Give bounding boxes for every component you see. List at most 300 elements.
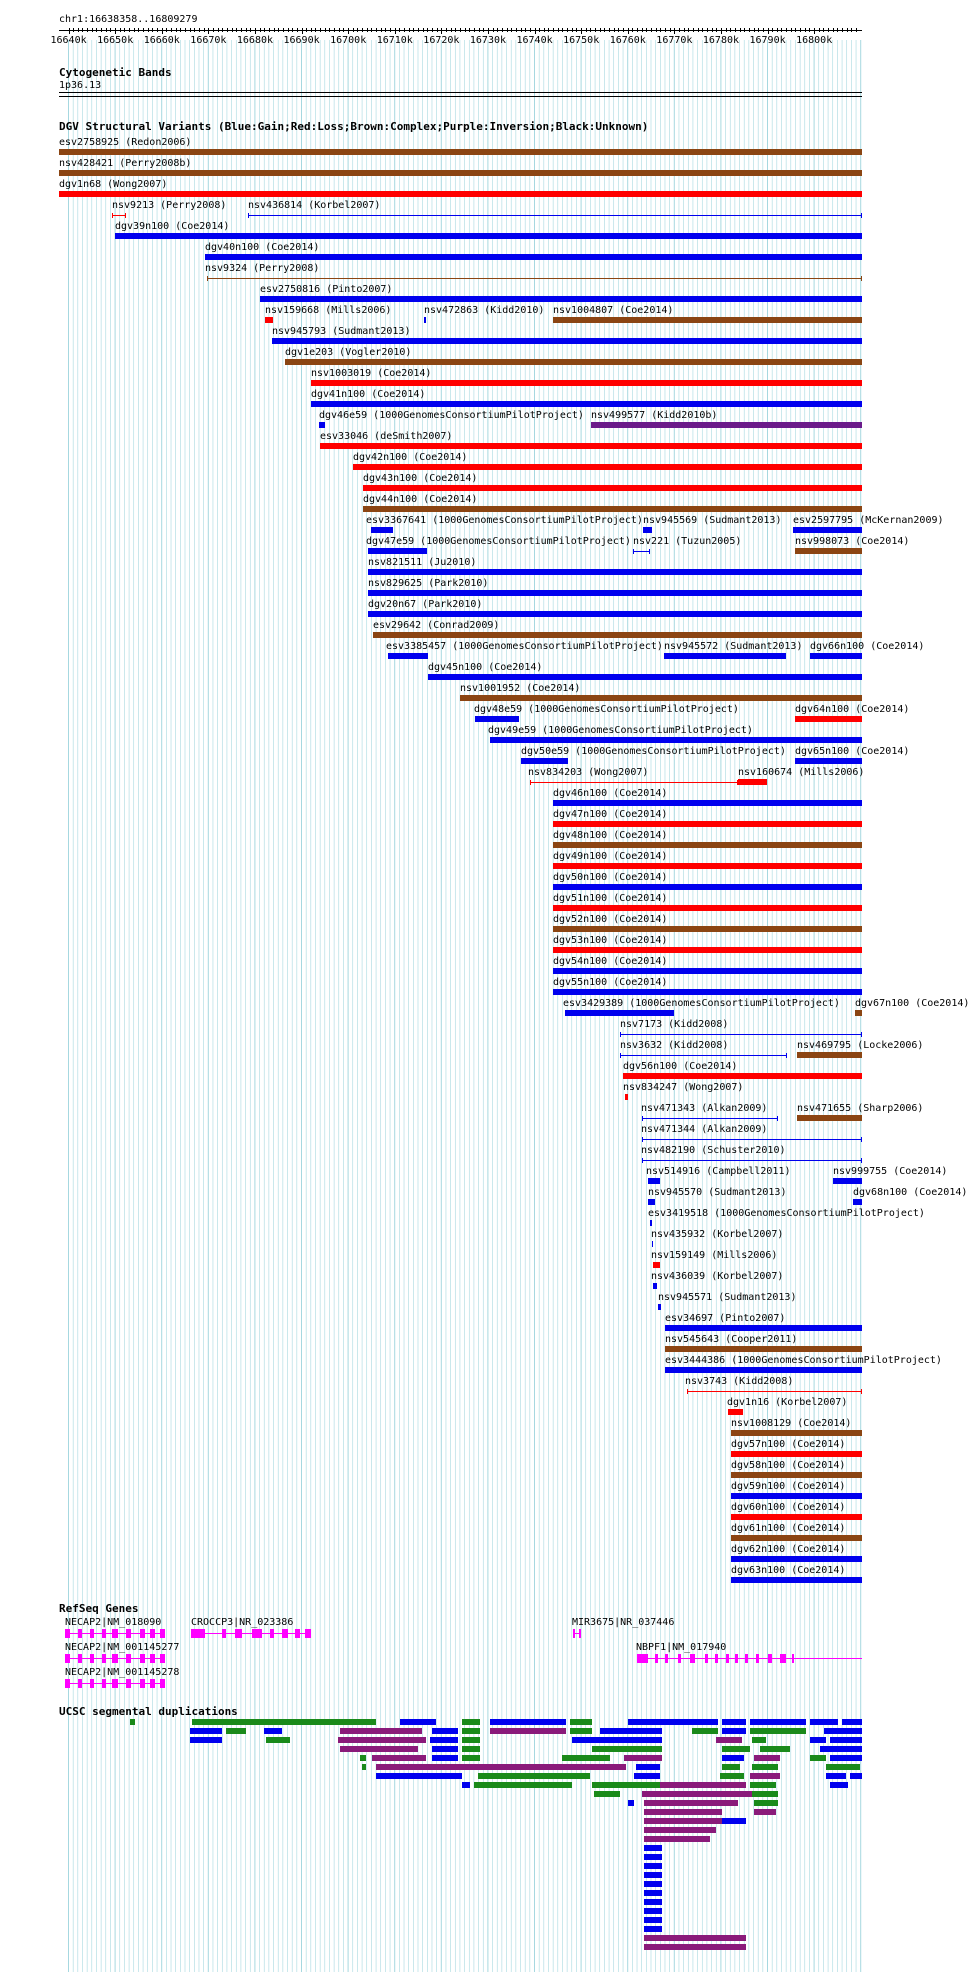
ruler-tick <box>162 28 163 34</box>
dgv-feature-bar[interactable] <box>553 842 862 848</box>
dgv-feature-label[interactable]: nsv834203 (Wong2007) <box>528 767 649 778</box>
dgv-feature-bar[interactable] <box>285 359 862 365</box>
segdup-block[interactable] <box>462 1782 470 1788</box>
dgv-feature-label[interactable]: nsv945569 (Sudmant2013) <box>643 515 782 526</box>
dgv-feature-label[interactable]: esv2597795 (McKernan2009) <box>793 515 944 526</box>
segdup-block[interactable] <box>660 1782 746 1788</box>
dgv-feature-label[interactable]: dgv52n100 (Coe2014) <box>553 914 668 925</box>
dgv-feature-label[interactable]: dgv39n100 (Coe2014) <box>115 221 230 232</box>
ruler-tick <box>110 28 111 32</box>
dgv-feature-label[interactable]: esv3429389 (1000GenomesConsortiumPilotProject) <box>563 998 840 1009</box>
dgv-feature-label[interactable]: nsv945572 (Sudmant2013) <box>664 641 803 652</box>
ruler-tick <box>740 28 741 32</box>
gene-exon <box>90 1679 94 1688</box>
dgv-feature-bar[interactable] <box>731 1451 862 1457</box>
segdup-block[interactable] <box>644 1827 716 1833</box>
dgv-feature-bar[interactable] <box>59 191 862 197</box>
ruler-tick <box>712 28 713 32</box>
dgv-feature-label[interactable]: nsv3632 (Kidd2008) <box>620 1040 729 1051</box>
segdup-block[interactable] <box>592 1782 660 1788</box>
dgv-feature-bar[interactable] <box>653 1262 660 1268</box>
dgv-feature-label[interactable]: dgv57n100 (Coe2014) <box>731 1439 846 1450</box>
dgv-feature-label[interactable]: dgv47n100 (Coe2014) <box>553 809 668 820</box>
segdup-block[interactable] <box>490 1728 566 1734</box>
segdup-block[interactable] <box>190 1728 222 1734</box>
ruler-tick-label: 16680k <box>236 35 274 46</box>
dgv-feature-label[interactable]: dgv48e59 (1000GenomesConsortiumPilotProject) <box>474 704 739 715</box>
dgv-feature-bar[interactable] <box>855 1010 862 1016</box>
dgv-feature-label[interactable]: dgv59n100 (Coe2014) <box>731 1481 846 1492</box>
dgv-feature-bar[interactable] <box>521 758 568 764</box>
segdup-block[interactable] <box>570 1728 592 1734</box>
dgv-feature-bar[interactable] <box>731 1472 862 1478</box>
segdup-block[interactable] <box>750 1773 780 1779</box>
segdup-block[interactable] <box>644 1890 662 1896</box>
dgv-feature-bar[interactable] <box>731 1556 862 1562</box>
dgv-feature-bar[interactable] <box>731 1430 862 1436</box>
segdup-block[interactable] <box>362 1764 366 1770</box>
segdup-block[interactable] <box>824 1728 862 1734</box>
dgv-feature-label[interactable]: nsv499577 (Kidd2010b) <box>591 410 718 421</box>
dgv-feature-label[interactable]: dgv49e59 (1000GenomesConsortiumPilotProject) <box>488 725 753 736</box>
dgv-feature-bar[interactable] <box>490 737 862 743</box>
refseq-gene-label[interactable]: NECAP2|NM_001145278 <box>65 1667 180 1678</box>
segdup-block[interactable] <box>636 1764 660 1770</box>
dgv-feature-label[interactable]: nsv160674 (Mills2006) <box>738 767 865 778</box>
dgv-feature-bar[interactable] <box>260 296 862 302</box>
ruler-tick <box>381 28 382 32</box>
dgv-feature-label[interactable]: nsv945793 (Sudmant2013) <box>272 326 411 337</box>
dgv-feature-bar[interactable] <box>371 527 393 533</box>
dgv-feature-label[interactable]: nsv9213 (Perry2008) <box>112 200 227 211</box>
dgv-feature-bar[interactable] <box>853 1199 862 1205</box>
dgv-feature-bar[interactable] <box>320 443 862 449</box>
dgv-feature-line[interactable] <box>633 551 650 552</box>
segdup-block[interactable] <box>474 1782 572 1788</box>
segdup-block[interactable] <box>644 1800 738 1806</box>
dgv-feature-line[interactable] <box>642 1118 778 1119</box>
segdup-block[interactable] <box>432 1746 458 1752</box>
dgv-feature-label[interactable]: nsv436814 (Korbel2007) <box>248 200 381 211</box>
dgv-feature-label[interactable]: nsv159668 (Mills2006) <box>265 305 392 316</box>
dgv-feature-label[interactable]: dgv51n100 (Coe2014) <box>553 893 668 904</box>
dgv-feature-line[interactable] <box>112 215 126 216</box>
dgv-feature-label[interactable]: nsv472863 (Kidd2010) <box>424 305 545 316</box>
dgv-feature-label[interactable]: dgv49n100 (Coe2014) <box>553 851 668 862</box>
dgv-feature-label[interactable]: dgv50n100 (Coe2014) <box>553 872 668 883</box>
segdup-block[interactable] <box>624 1755 662 1761</box>
segdup-block[interactable] <box>570 1719 592 1725</box>
ruler-tick-label: 16710k <box>376 35 413 46</box>
gene-exon <box>90 1654 94 1663</box>
dgv-feature-label[interactable]: nsv514916 (Campbell2011) <box>646 1166 791 1177</box>
dgv-feature-label[interactable]: nsv821511 (Ju2010) <box>368 557 477 568</box>
dgv-feature-bar[interactable] <box>553 863 862 869</box>
dgv-feature-label[interactable]: dgv47e59 (1000GenomesConsortiumPilotProject) <box>366 536 631 547</box>
dgv-feature-label[interactable]: nsv428421 (Perry2008b) <box>59 158 192 169</box>
segdup-block[interactable] <box>462 1737 480 1743</box>
dgv-feature-label[interactable]: nsv435932 (Korbel2007) <box>651 1229 784 1240</box>
segdup-block[interactable] <box>644 1863 662 1869</box>
dgv-feature-bar[interactable] <box>625 1094 628 1100</box>
segdup-block[interactable] <box>462 1755 480 1761</box>
dgv-feature-label[interactable]: esv2758925 (Redon2006) <box>59 137 192 148</box>
dgv-feature-label[interactable]: dgv60n100 (Coe2014) <box>731 1502 846 1513</box>
segdup-block[interactable] <box>462 1728 480 1734</box>
segdup-block[interactable] <box>644 1926 662 1932</box>
dgv-feature-bar[interactable] <box>311 401 862 407</box>
chromosome-position: chr1:16638358..16809279 <box>59 14 198 25</box>
dgv-feature-label[interactable]: nsv3743 (Kidd2008) <box>685 1376 794 1387</box>
segdup-block[interactable] <box>340 1746 418 1752</box>
segdup-block[interactable] <box>432 1755 458 1761</box>
dgv-feature-bar[interactable] <box>738 779 767 785</box>
segdup-block[interactable] <box>644 1908 662 1914</box>
dgv-feature-bar[interactable] <box>553 800 862 806</box>
dgv-feature-label[interactable]: dgv41n100 (Coe2014) <box>311 389 426 400</box>
segdup-block[interactable] <box>628 1719 718 1725</box>
dgv-feature-bar[interactable] <box>643 527 652 533</box>
segdup-block[interactable] <box>752 1764 778 1770</box>
ruler-tick <box>623 28 624 32</box>
dgv-feature-label[interactable]: nsv7173 (Kidd2008) <box>620 1019 729 1030</box>
segdup-block[interactable] <box>810 1755 826 1761</box>
dgv-feature-label[interactable]: esv34697 (Pinto2007) <box>665 1313 786 1324</box>
dgv-feature-label[interactable]: nsv834247 (Wong2007) <box>623 1082 744 1093</box>
dgv-feature-bar[interactable] <box>363 485 862 491</box>
dgv-feature-line[interactable] <box>620 1055 787 1056</box>
dgv-feature-bar[interactable] <box>115 233 862 239</box>
segdup-block[interactable] <box>722 1818 746 1824</box>
dgv-feature-bar[interactable] <box>553 905 862 911</box>
dgv-feature-label[interactable]: dgv58n100 (Coe2014) <box>731 1460 846 1471</box>
dgv-feature-bar[interactable] <box>795 716 862 722</box>
dgv-feature-label[interactable]: nsv1008129 (Coe2014) <box>731 1418 852 1429</box>
dgv-feature-label[interactable]: nsv945571 (Sudmant2013) <box>658 1292 797 1303</box>
refseq-gene-label[interactable]: CROCCP3|NR_023386 <box>191 1617 294 1628</box>
dgv-feature-label[interactable]: dgv42n100 (Coe2014) <box>353 452 468 463</box>
dgv-feature-bar[interactable] <box>424 317 426 323</box>
dgv-feature-bar[interactable] <box>648 1178 660 1184</box>
ruler-tick <box>465 28 466 32</box>
dgv-feature-bar[interactable] <box>731 1535 862 1541</box>
segdup-block[interactable] <box>644 1872 662 1878</box>
segdup-block[interactable] <box>644 1836 710 1842</box>
dgv-feature-bar[interactable] <box>731 1514 862 1520</box>
segdup-block[interactable] <box>644 1899 662 1905</box>
segdup-block[interactable] <box>372 1755 426 1761</box>
segdup-block[interactable] <box>644 1809 722 1815</box>
segdup-block[interactable] <box>754 1800 778 1806</box>
segdup-block[interactable] <box>432 1728 458 1734</box>
dgv-feature-bar[interactable] <box>553 947 862 953</box>
segdup-block[interactable] <box>478 1773 590 1779</box>
dgv-feature-label[interactable]: dgv65n100 (Coe2014) <box>795 746 910 757</box>
dgv-feature-label[interactable]: nsv469795 (Locke2006) <box>797 1040 924 1051</box>
segdup-block[interactable] <box>226 1728 246 1734</box>
segdup-block[interactable] <box>752 1791 778 1797</box>
segdup-block[interactable] <box>810 1737 826 1743</box>
dgv-feature-bar[interactable] <box>388 653 428 659</box>
dgv-feature-bar[interactable] <box>363 506 862 512</box>
dgv-feature-bar[interactable] <box>353 464 862 470</box>
dgv-feature-bar[interactable] <box>623 1073 862 1079</box>
segdup-block[interactable] <box>340 1728 422 1734</box>
segdup-block[interactable] <box>600 1728 662 1734</box>
dgv-feature-bar[interactable] <box>653 1283 657 1289</box>
dgv-feature-label[interactable]: nsv999755 (Coe2014) <box>833 1166 948 1177</box>
dgv-feature-bar[interactable] <box>665 1367 862 1373</box>
dgv-feature-label[interactable]: nsv1001952 (Coe2014) <box>460 683 581 694</box>
segdup-block[interactable] <box>192 1719 376 1725</box>
dgv-feature-label[interactable]: nsv471655 (Sharp2006) <box>797 1103 924 1114</box>
gene-exon <box>90 1629 94 1638</box>
dgv-feature-line[interactable] <box>642 1160 862 1161</box>
dgv-feature-label[interactable]: esv33046 (deSmith2007) <box>320 431 453 442</box>
segdup-block[interactable] <box>190 1737 222 1743</box>
segdup-block[interactable] <box>644 1854 662 1860</box>
dgv-feature-bar[interactable] <box>553 968 862 974</box>
dgv-feature-label[interactable]: dgv20n67 (Park2010) <box>368 599 483 610</box>
segdup-block[interactable] <box>644 1935 746 1941</box>
dgv-feature-label[interactable]: dgv53n100 (Coe2014) <box>553 935 668 946</box>
segdup-block[interactable] <box>820 1746 862 1752</box>
dgv-feature-label[interactable]: nsv9324 (Perry2008) <box>205 263 320 274</box>
dgv-feature-bar[interactable] <box>368 548 427 554</box>
segdup-block[interactable] <box>750 1782 776 1788</box>
dgv-feature-label[interactable]: dgv63n100 (Coe2014) <box>731 1565 846 1576</box>
dgv-feature-bar[interactable] <box>731 1577 862 1583</box>
segdup-block[interactable] <box>716 1737 742 1743</box>
ruler-tick <box>120 28 121 32</box>
dgv-feature-label[interactable]: nsv471344 (Alkan2009) <box>641 1124 768 1135</box>
dgv-feature-label[interactable]: nsv998073 (Coe2014) <box>795 536 910 547</box>
segdup-block[interactable] <box>338 1737 426 1743</box>
segdup-block[interactable] <box>644 1881 662 1887</box>
dgv-feature-bar[interactable] <box>795 548 862 554</box>
segdup-block[interactable] <box>266 1737 290 1743</box>
segdup-block[interactable] <box>264 1728 282 1734</box>
segdup-block[interactable] <box>490 1719 566 1725</box>
dgv-feature-label[interactable]: esv3419518 (1000GenomesConsortiumPilotProject) <box>648 1208 925 1219</box>
dgv-feature-bar[interactable] <box>475 716 519 722</box>
dgv-feature-bar[interactable] <box>658 1304 661 1310</box>
segdup-block[interactable] <box>130 1719 135 1725</box>
segdup-block[interactable] <box>850 1773 862 1779</box>
gene-intron-line <box>191 1633 311 1634</box>
dgv-feature-bar[interactable] <box>810 653 862 659</box>
dgv-feature-bar[interactable] <box>368 611 862 617</box>
dgv-feature-bar[interactable] <box>265 317 273 323</box>
segdup-block[interactable] <box>830 1782 848 1788</box>
dgv-feature-label[interactable]: dgv1n68 (Wong2007) <box>59 179 168 190</box>
segdup-block[interactable] <box>462 1719 480 1725</box>
dgv-feature-label[interactable]: nsv436039 (Korbel2007) <box>651 1271 784 1282</box>
segdup-block[interactable] <box>430 1737 458 1743</box>
segdup-block[interactable] <box>644 1917 662 1923</box>
segdup-block[interactable] <box>722 1755 744 1761</box>
dgv-feature-endcap <box>207 276 208 281</box>
dgv-feature-bar[interactable] <box>553 317 862 323</box>
dgv-feature-label[interactable]: esv3367641 (1000GenomesConsortiumPilotProject) <box>366 515 643 526</box>
dgv-feature-label[interactable]: dgv54n100 (Coe2014) <box>553 956 668 967</box>
dgv-feature-bar[interactable] <box>319 422 325 428</box>
dgv-feature-label[interactable]: dgv56n100 (Coe2014) <box>623 1061 738 1072</box>
refseq-gene-label[interactable]: MIR3675|NR_037446 <box>572 1617 675 1628</box>
segdup-block[interactable] <box>644 1818 722 1824</box>
segdup-block[interactable] <box>750 1719 806 1725</box>
dgv-feature-bar[interactable] <box>665 1325 862 1331</box>
dgv-feature-bar[interactable] <box>833 1178 862 1184</box>
segdup-block[interactable] <box>462 1746 480 1752</box>
segdup-block[interactable] <box>594 1791 620 1797</box>
ruler-tick <box>851 28 852 32</box>
dgv-feature-bar[interactable] <box>652 1241 653 1247</box>
ruler-tick <box>176 28 177 32</box>
dgv-feature-label[interactable]: dgv50e59 (1000GenomesConsortiumPilotProject) <box>521 746 786 757</box>
dgv-feature-bar[interactable] <box>553 926 862 932</box>
ruler-tick-label: 16770k <box>656 35 693 46</box>
segdup-block[interactable] <box>376 1764 626 1770</box>
dgv-feature-label[interactable]: dgv40n100 (Coe2014) <box>205 242 320 253</box>
dgv-feature-label[interactable]: dgv67n100 (Coe2014) <box>855 998 969 1009</box>
dgv-feature-label[interactable]: nsv1004807 (Coe2014) <box>553 305 674 316</box>
dgv-feature-label[interactable]: dgv46e59 (1000GenomesConsortiumPilotProject) <box>319 410 584 421</box>
dgv-feature-label[interactable]: dgv45n100 (Coe2014) <box>428 662 543 673</box>
dgv-feature-line[interactable] <box>687 1391 862 1392</box>
dgv-feature-bar[interactable] <box>591 422 862 428</box>
dgv-feature-label[interactable]: dgv1n16 (Korbel2007) <box>727 1397 848 1408</box>
dgv-feature-bar[interactable] <box>665 1346 862 1352</box>
segdup-block[interactable] <box>830 1737 862 1743</box>
dgv-feature-line[interactable] <box>207 278 862 279</box>
segdup-block[interactable] <box>692 1728 718 1734</box>
dgv-feature-label[interactable]: esv3385457 (1000GenomesConsortiumPilotProject) <box>386 641 663 652</box>
segdup-block[interactable] <box>826 1764 860 1770</box>
refseq-gene-label[interactable]: NBPF1|NM_017940 <box>636 1642 727 1653</box>
segdup-block[interactable] <box>760 1746 790 1752</box>
dgv-feature-label[interactable]: esv2750816 (Pinto2007) <box>260 284 393 295</box>
refseq-gene-label[interactable]: NECAP2|NM_018090 <box>65 1617 162 1628</box>
dgv-feature-bar[interactable] <box>793 527 862 533</box>
segdup-block[interactable] <box>720 1773 744 1779</box>
segdup-block[interactable] <box>750 1728 806 1734</box>
dgv-feature-line[interactable] <box>530 782 738 783</box>
dgv-feature-label[interactable]: esv3444386 (1000GenomesConsortiumPilotProject) <box>665 1355 942 1366</box>
dgv-feature-bar[interactable] <box>553 989 862 995</box>
dgv-feature-label[interactable]: dgv64n100 (Coe2014) <box>795 704 910 715</box>
dgv-feature-label[interactable]: nsv482190 (Schuster2010) <box>641 1145 786 1156</box>
dgv-feature-label[interactable]: nsv159149 (Mills2006) <box>651 1250 778 1261</box>
segdup-block[interactable] <box>642 1791 752 1797</box>
segdup-block[interactable] <box>644 1845 662 1851</box>
ruler-tick <box>614 28 615 32</box>
dgv-feature-label[interactable]: nsv829625 (Park2010) <box>368 578 489 589</box>
dgv-feature-label[interactable]: dgv43n100 (Coe2014) <box>363 473 478 484</box>
dgv-feature-line[interactable] <box>642 1139 862 1140</box>
dgv-feature-label[interactable]: esv29642 (Conrad2009) <box>373 620 500 631</box>
segdup-block[interactable] <box>754 1755 780 1761</box>
segdup-block[interactable] <box>842 1719 862 1725</box>
dgv-feature-bar[interactable] <box>311 380 862 386</box>
segdup-block[interactable] <box>830 1755 862 1761</box>
segdup-block[interactable] <box>572 1737 662 1743</box>
ruler-tick <box>204 28 205 32</box>
segdup-block[interactable] <box>722 1719 746 1725</box>
ruler-tick <box>586 28 587 32</box>
dgv-feature-label[interactable]: dgv66n100 (Coe2014) <box>810 641 925 652</box>
segdup-block[interactable] <box>644 1944 746 1950</box>
dgv-feature-bar[interactable] <box>565 1010 674 1016</box>
segdup-block[interactable] <box>376 1773 462 1779</box>
dgv-feature-bar[interactable] <box>553 821 862 827</box>
dgv-feature-bar[interactable] <box>797 1052 862 1058</box>
dgv-feature-label[interactable]: dgv62n100 (Coe2014) <box>731 1544 846 1555</box>
dgv-feature-label[interactable]: nsv945570 (Sudmant2013) <box>648 1187 787 1198</box>
dgv-feature-bar[interactable] <box>648 1199 655 1205</box>
dgv-feature-bar[interactable] <box>553 884 862 890</box>
dgv-feature-bar[interactable] <box>460 695 862 701</box>
dgv-feature-bar[interactable] <box>368 569 862 575</box>
dgv-feature-bar[interactable] <box>272 338 862 344</box>
dgv-feature-label[interactable]: nsv221 (Tuzun2005) <box>633 536 742 547</box>
dgv-feature-bar[interactable] <box>650 1220 652 1226</box>
segdup-block[interactable] <box>722 1728 746 1734</box>
segdup-block[interactable] <box>562 1755 610 1761</box>
segdup-block[interactable] <box>810 1719 838 1725</box>
segdup-block[interactable] <box>826 1773 846 1779</box>
dgv-feature-label[interactable]: dgv48n100 (Coe2014) <box>553 830 668 841</box>
dgv-feature-label[interactable]: dgv68n100 (Coe2014) <box>853 1187 968 1198</box>
segdup-block[interactable] <box>634 1773 660 1779</box>
dgv-feature-line[interactable] <box>620 1034 862 1035</box>
dgv-feature-label[interactable]: dgv44n100 (Coe2014) <box>363 494 478 505</box>
dgv-feature-bar[interactable] <box>428 674 862 680</box>
dgv-feature-label[interactable]: dgv61n100 (Coe2014) <box>731 1523 846 1534</box>
dgv-feature-label[interactable]: nsv545643 (Cooper2011) <box>665 1334 798 1345</box>
ruler-tick <box>437 28 438 32</box>
dgv-feature-bar[interactable] <box>368 590 862 596</box>
dgv-feature-bar[interactable] <box>728 1409 743 1415</box>
gene-exon <box>140 1654 145 1663</box>
segdup-block[interactable] <box>722 1746 750 1752</box>
segdup-block[interactable] <box>722 1764 740 1770</box>
dgv-feature-label[interactable]: dgv46n100 (Coe2014) <box>553 788 668 799</box>
dgv-feature-bar[interactable] <box>797 1115 862 1121</box>
segdup-block[interactable] <box>628 1800 634 1806</box>
refseq-gene-label[interactable]: NECAP2|NM_001145277 <box>65 1642 180 1653</box>
segdup-block[interactable] <box>592 1746 662 1752</box>
segdup-block[interactable] <box>400 1719 436 1725</box>
dgv-feature-bar[interactable] <box>795 758 862 764</box>
dgv-feature-bar[interactable] <box>59 170 862 176</box>
dgv-feature-bar[interactable] <box>664 653 786 659</box>
dgv-feature-line[interactable] <box>248 215 862 216</box>
segdup-block[interactable] <box>754 1809 776 1815</box>
dgv-feature-label[interactable]: dgv1e203 (Vogler2010) <box>285 347 412 358</box>
ruler-tick <box>395 28 396 34</box>
segdup-block[interactable] <box>752 1737 766 1743</box>
ruler-tick <box>525 28 526 32</box>
dgv-feature-bar[interactable] <box>731 1493 862 1499</box>
segdup-block[interactable] <box>360 1755 366 1761</box>
dgv-feature-label[interactable]: dgv55n100 (Coe2014) <box>553 977 668 988</box>
dgv-feature-bar[interactable] <box>205 254 862 260</box>
dgv-feature-label[interactable]: nsv471343 (Alkan2009) <box>641 1103 768 1114</box>
dgv-feature-label[interactable]: nsv1003019 (Coe2014) <box>311 368 432 379</box>
dgv-feature-bar[interactable] <box>59 149 862 155</box>
dgv-feature-bar[interactable] <box>373 632 862 638</box>
